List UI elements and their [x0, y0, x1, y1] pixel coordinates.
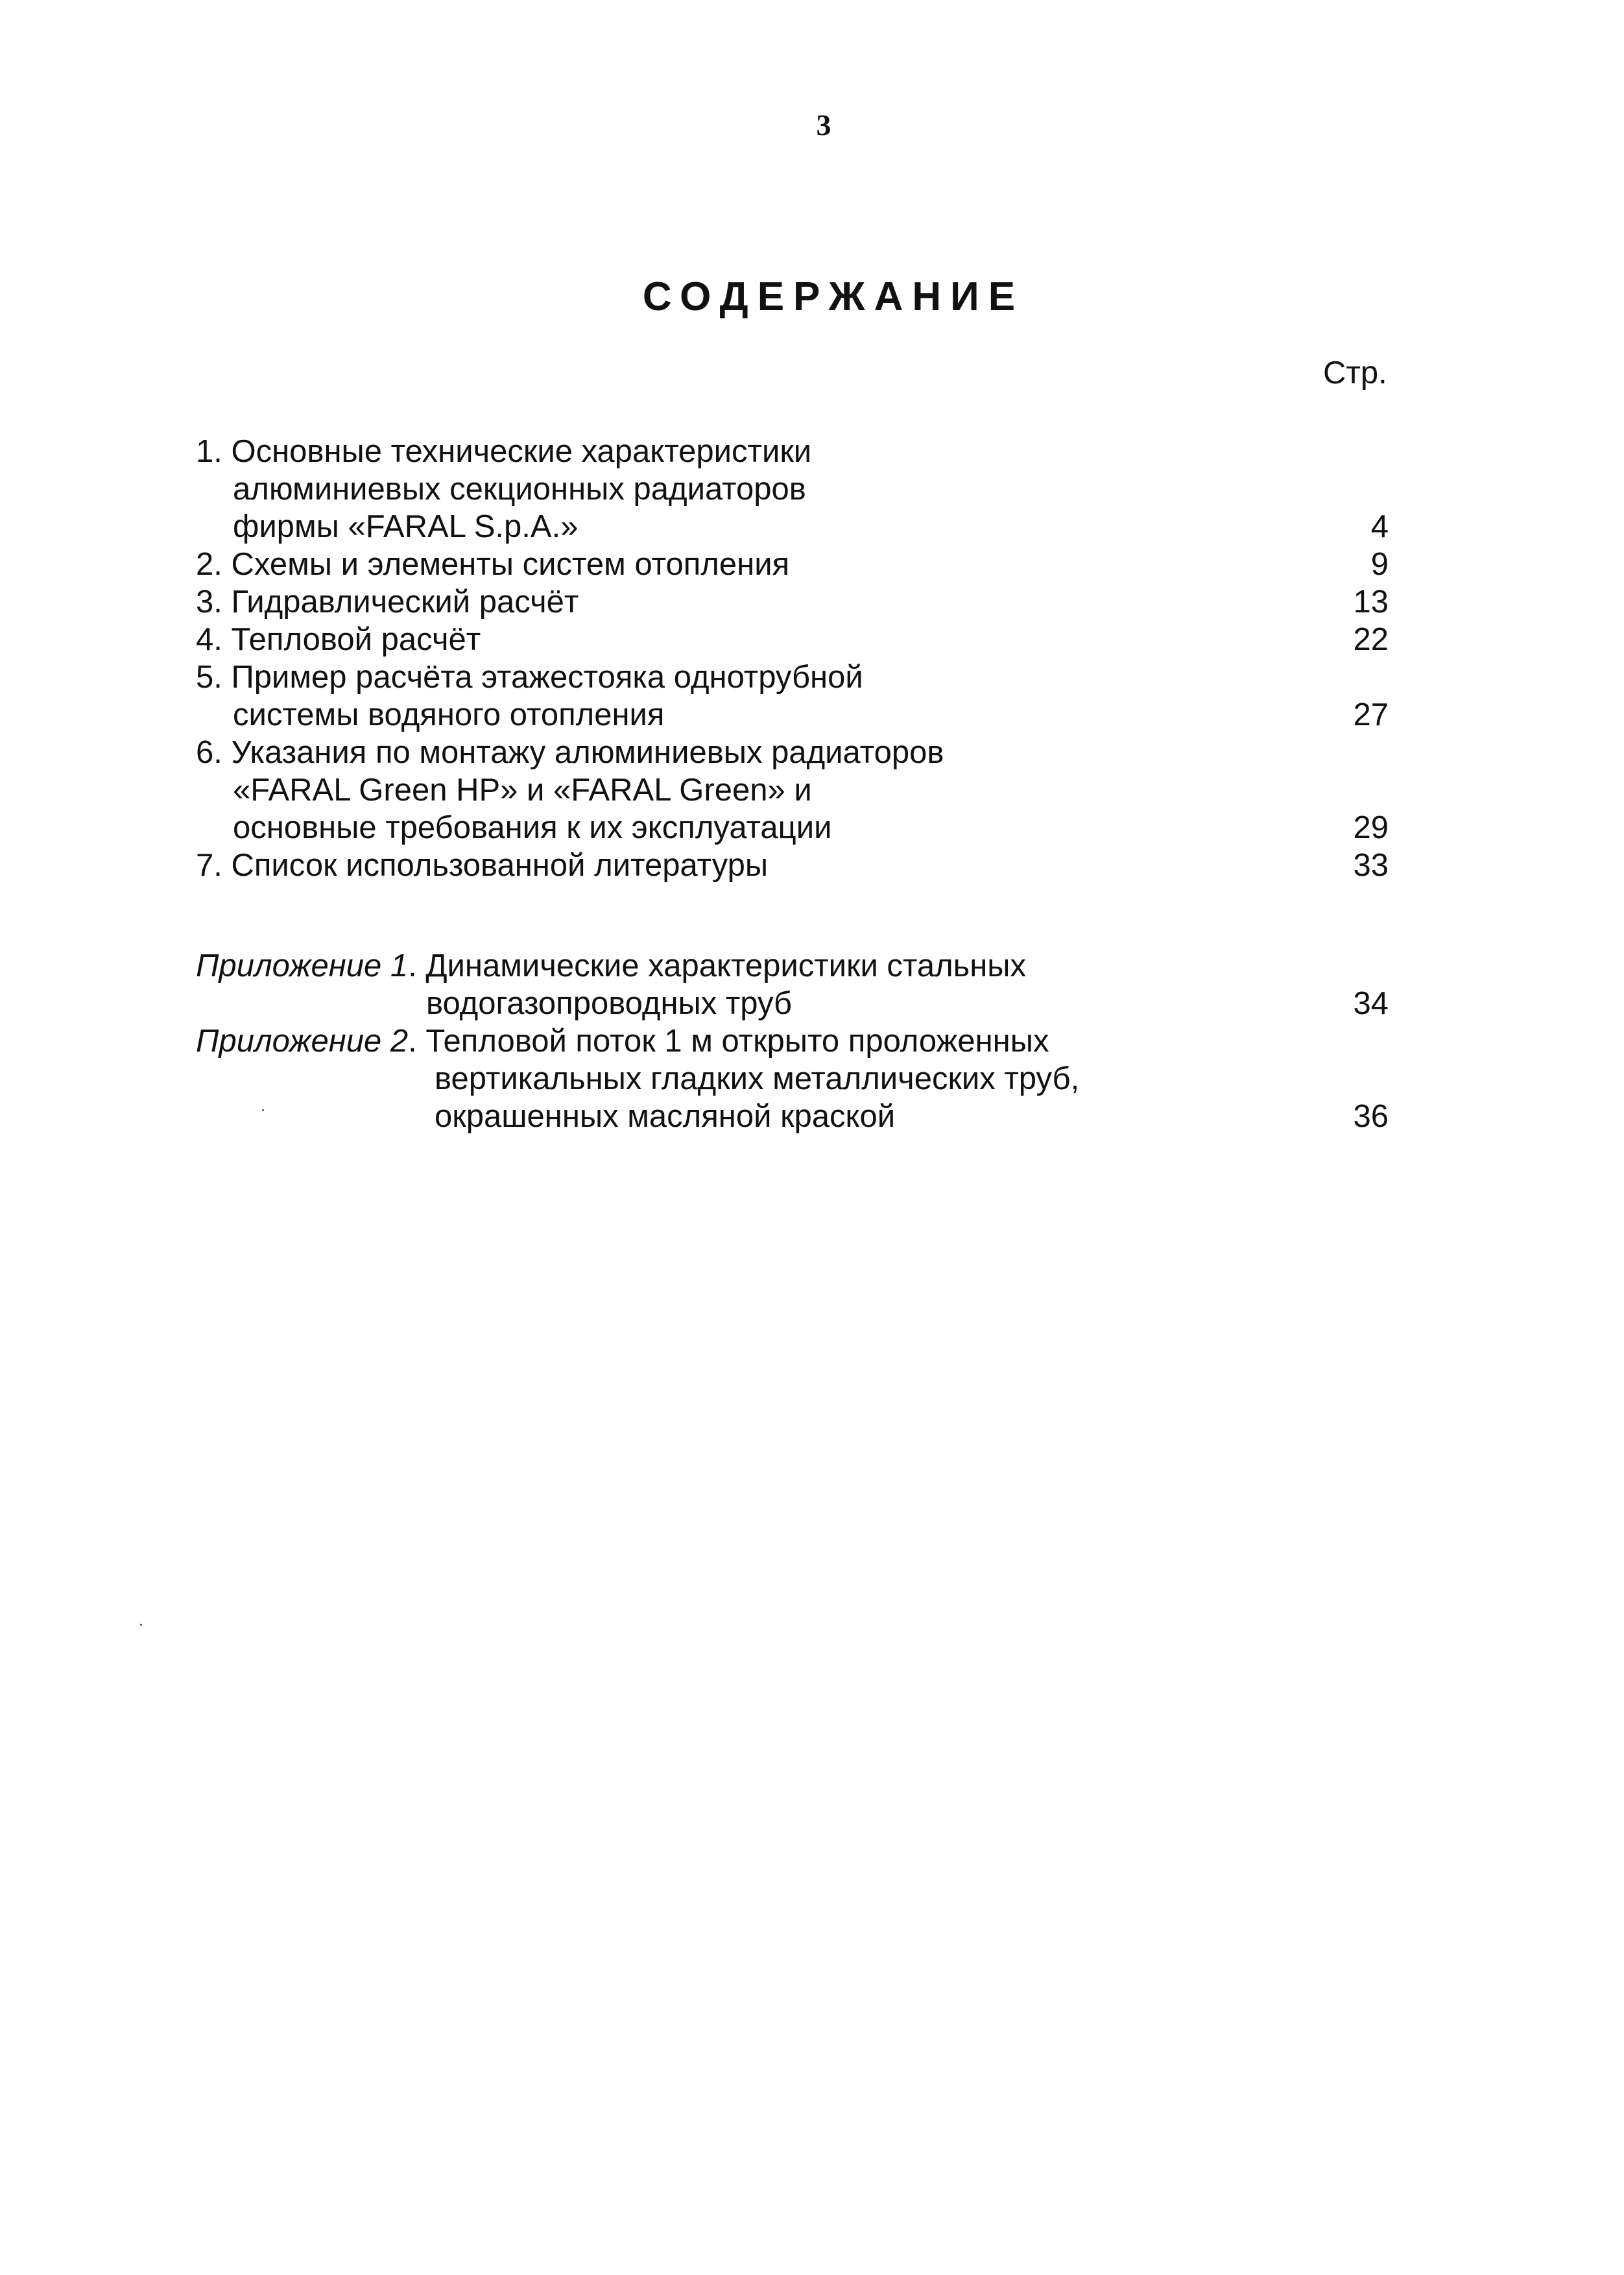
toc-entry-number: 2.: [196, 547, 222, 582]
appendix-label: Приложение 2: [196, 1024, 409, 1059]
toc-entry-page: 13: [1353, 584, 1389, 620]
toc-entry-title-line: Список использованной литературы: [231, 848, 769, 883]
appendix-title-line: вертикальных гладких металлических труб,: [435, 1061, 1080, 1096]
toc-entry-title-line: Основные технические характеристики: [231, 434, 812, 469]
toc-entry-title-line: Указания по монтажу алюминиевых радиаторов: [231, 735, 944, 770]
toc-entry-title-line: алюминиевых секционных радиаторов: [233, 472, 806, 507]
page-number: 3: [816, 108, 831, 141]
scan-speck: [262, 1109, 264, 1111]
toc-entry-page: 33: [1353, 848, 1389, 883]
toc-entry-title-line: Пример расчёта этажестояка однотрубной: [231, 660, 863, 695]
toc-entry-number: 4.: [196, 622, 222, 657]
appendix-title-line: Динамические характеристики стальных: [425, 948, 1026, 983]
toc-entry-number: 3.: [196, 584, 222, 620]
toc-entry-title-line: фирмы «FARAL S.p.A.»: [233, 509, 579, 544]
appendix-title-line: Тепловой поток 1 м открыто проложенных: [425, 1024, 1049, 1059]
toc-entry-title-line: основные требования к их эксплуатации: [233, 810, 832, 845]
appendix-page: 36: [1353, 1099, 1389, 1134]
toc-entry-number: 1.: [196, 434, 222, 469]
toc-entry-page: 9: [1370, 547, 1389, 582]
page-title: СОДЕРЖАНИЕ: [642, 274, 1025, 319]
appendix-title-line: водогазопроводных труб: [426, 986, 793, 1021]
toc-entry-page: 27: [1353, 697, 1389, 732]
toc-entry-title-line: «FARAL Green HP» и «FARAL Green» и: [233, 773, 812, 808]
appendix-label: Приложение 1: [196, 948, 409, 983]
toc-entry-title-line: Гидравлический расчёт: [231, 584, 579, 620]
appendix-page: 34: [1353, 986, 1389, 1021]
toc-entry-number: 7.: [196, 848, 222, 883]
toc-entry-page: 4: [1370, 509, 1389, 544]
toc-entry-page: 22: [1353, 622, 1389, 657]
toc-entry-title-line: системы водяного отопления: [233, 697, 665, 732]
scan-speck: [140, 1624, 142, 1626]
toc-entry-title-line: Схемы и элементы систем отопления: [231, 547, 790, 582]
appendix-title-line: окрашенных масляной краской: [435, 1099, 896, 1134]
toc-entry-page: 29: [1353, 810, 1389, 845]
toc-entry-number: 6.: [196, 735, 222, 770]
page-column-label: Стр.: [1323, 355, 1387, 391]
toc-entry-number: 5.: [196, 660, 222, 695]
toc-entry-title-line: Тепловой расчёт: [231, 622, 481, 657]
